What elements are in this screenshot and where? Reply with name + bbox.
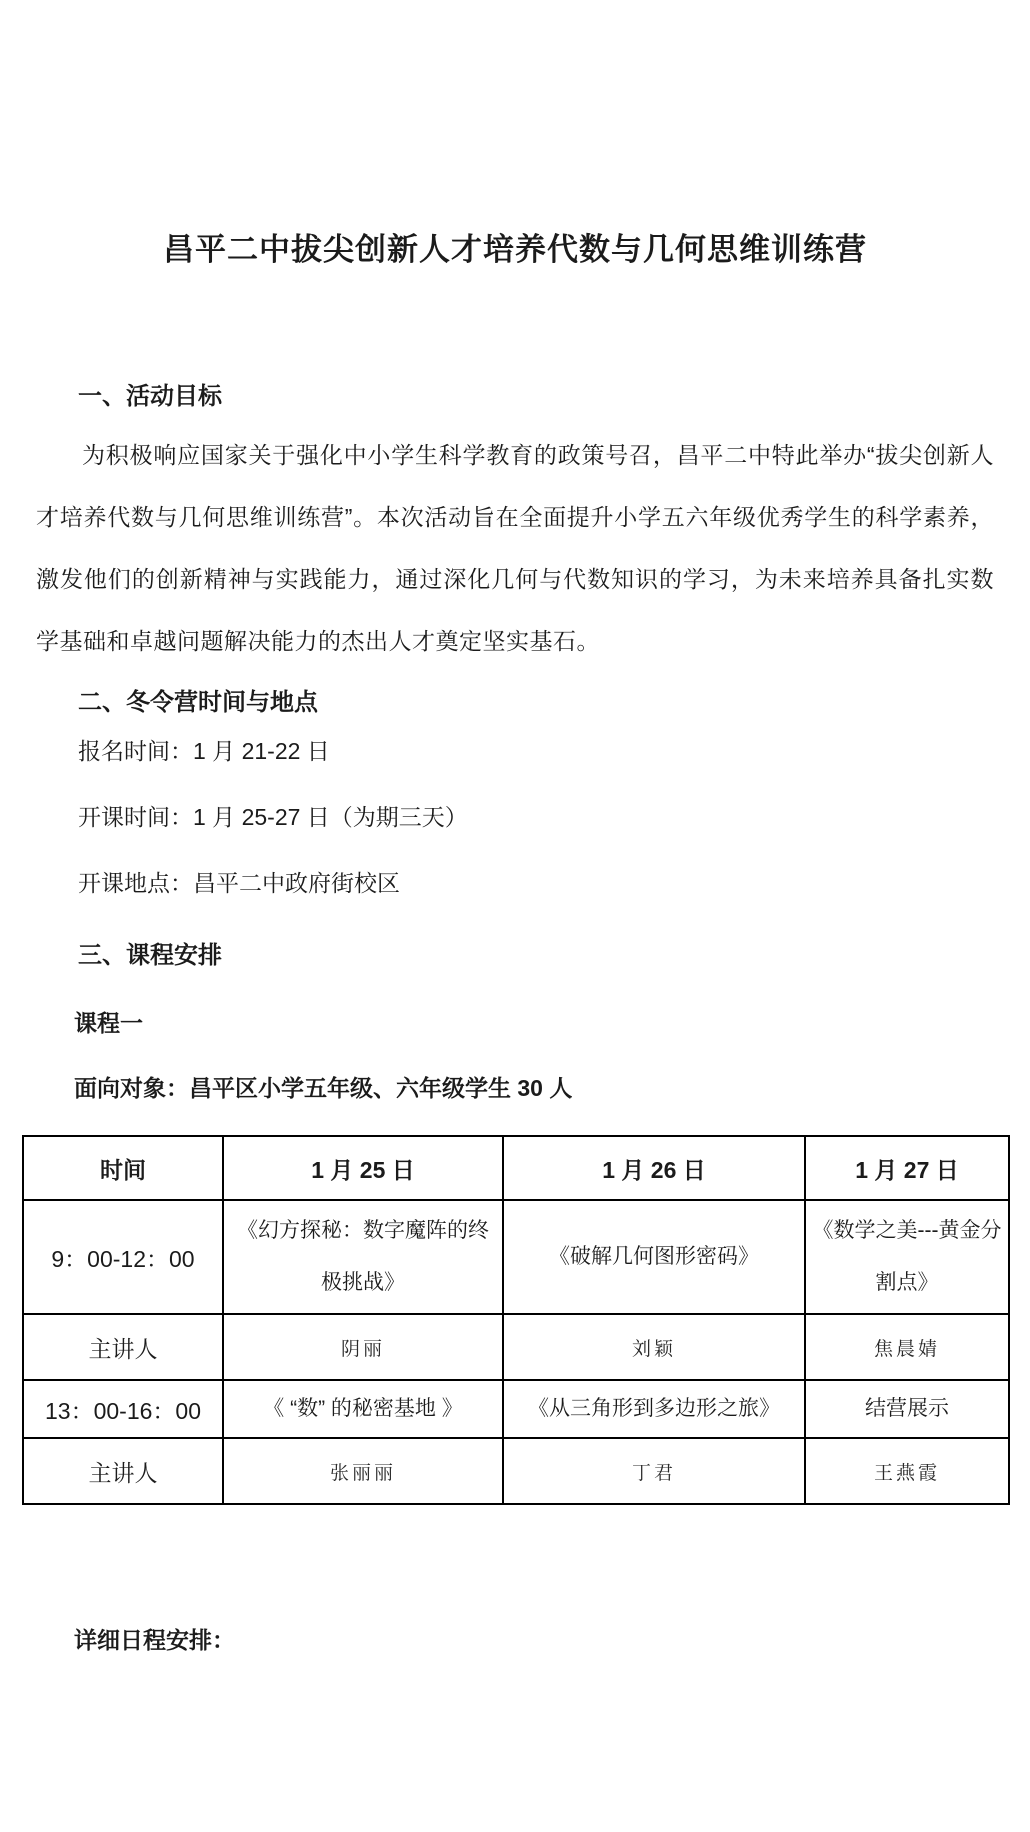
course-schedule-table: [22, 1135, 1010, 1505]
speaker-name-cell: 丁君: [503, 1438, 805, 1504]
table-row-afternoon-speakers: [23, 1438, 1009, 1504]
course-cell: 《幻方探秘：数字魔阵的终极挑战》: [223, 1200, 503, 1314]
course-cell: 《 “数” 的秘密基地 》: [223, 1380, 503, 1438]
speaker-label-cell: 主讲人: [23, 1438, 223, 1504]
course-cell: 《破解几何图形密码》: [503, 1200, 805, 1314]
header-cell-time: 时间: [23, 1136, 223, 1200]
header-cell-jan-25: 1 月 25 日: [223, 1136, 503, 1200]
registration-time-line: 报名时间：1 月 21-22 日: [78, 738, 330, 764]
document-title: 昌平二中拔尖创新人才培养代数与几何思维训练营: [163, 232, 867, 267]
header-cell-jan-26: 1 月 26 日: [503, 1136, 805, 1200]
table-row-afternoon-courses: [23, 1380, 1009, 1438]
header-cell-jan-27: 1 月 27 日: [805, 1136, 1009, 1200]
speaker-name-cell: 阴丽: [223, 1314, 503, 1380]
course-1-label: 课程一: [74, 1010, 143, 1036]
speaker-name-cell: 张丽丽: [223, 1438, 503, 1504]
speaker-label-cell: 主讲人: [23, 1314, 223, 1380]
speaker-name-cell: 刘颖: [503, 1314, 805, 1380]
table-row-morning-speakers: [23, 1314, 1009, 1380]
course-cell: 《从三角形到多边形之旅》: [503, 1380, 805, 1438]
table-row-morning-courses: [23, 1200, 1009, 1314]
course-cell: 《数学之美---黄金分割点》: [805, 1200, 1009, 1314]
course-cell: 结营展示: [805, 1380, 1009, 1438]
audience-line: 面向对象：昌平区小学五年级、六年级学生 30 人: [74, 1075, 573, 1101]
section-3-heading: 三、课程安排: [78, 942, 222, 969]
section-1-heading: 一、活动目标: [78, 383, 222, 410]
time-slot-cell: 13：00-16：00: [23, 1380, 223, 1438]
class-location-line: 开课地点：昌平二中政府街校区: [78, 870, 400, 896]
table-header-row: [23, 1136, 1009, 1200]
detailed-schedule-heading: 详细日程安排：: [74, 1627, 235, 1653]
speaker-name-cell: 王燕霞: [805, 1438, 1009, 1504]
speaker-name-cell: 焦晨婧: [805, 1314, 1009, 1380]
class-time-line: 开课时间：1 月 25-27 日（为期三天）: [78, 804, 468, 830]
section-2-heading: 二、冬令营时间与地点: [78, 689, 318, 716]
time-slot-cell: 9：00-12：00: [23, 1200, 223, 1314]
objective-paragraph: 为积极响应国家关于强化中小学生科学教育的政策号召，昌平二中特此举办“拔尖创新人才培养代数与几何思维训练营”。本次活动旨在全面提升小学五六年级优秀学生的科学素养，激发他们的创新精神与实践能力，通过深化几何与代数知识的学习，为未来培养具备扎实数学基础和卓越问题解决能力的杰出人才奠定坚实基石。: [36, 442, 994, 654]
